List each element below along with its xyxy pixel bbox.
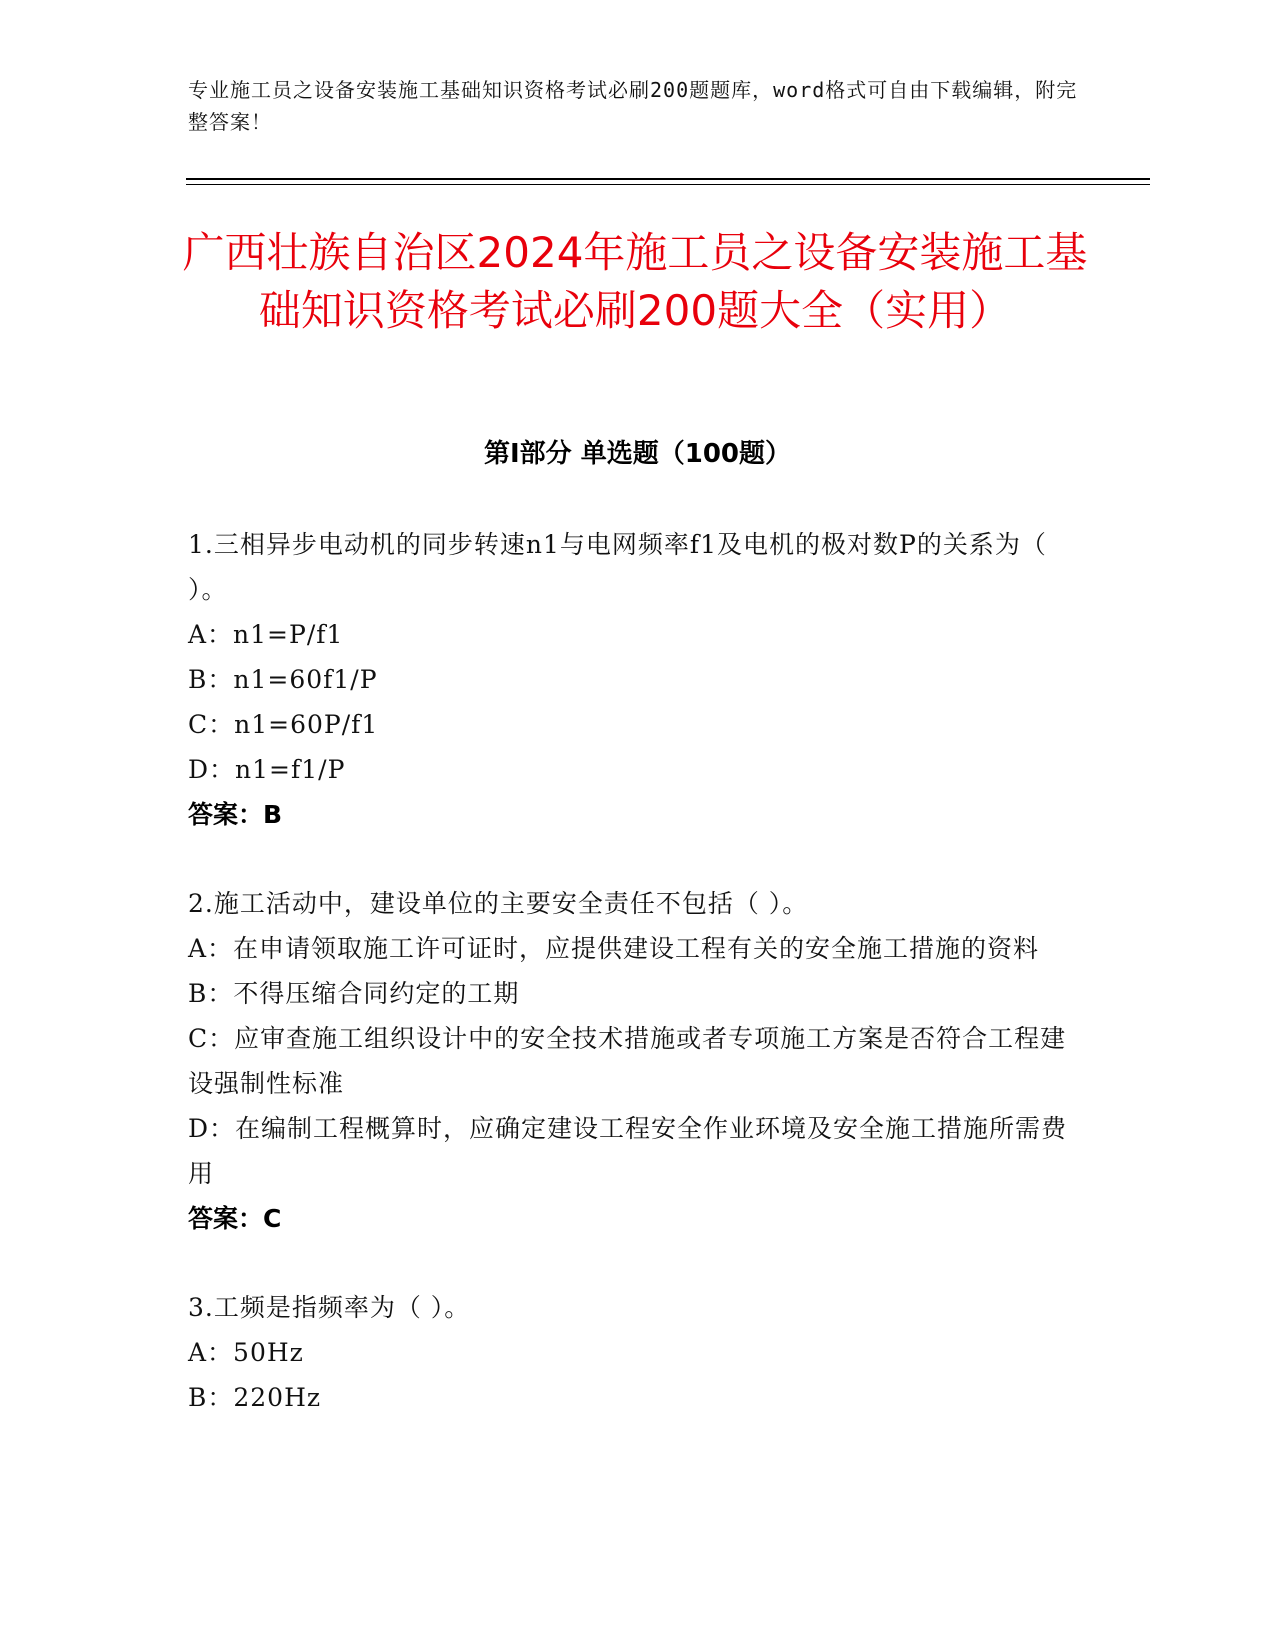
answer: 答案：B xyxy=(188,800,283,829)
option-b: B：220Hz xyxy=(188,1383,322,1412)
option-a: A：n1=P/f1 xyxy=(188,620,344,649)
option-c: C：应审查施工组织设计中的安全技术措施或者专项施工方案是否符合工程建设强制性标准 xyxy=(188,1024,1067,1098)
question-stem: 2.施工活动中，建设单位的主要安全责任不包括（ ）。 xyxy=(188,889,809,918)
option-a: A：在申请领取施工许可证时，应提供建设工程有关的安全施工措施的资料 xyxy=(188,934,1040,963)
answer: 答案：C xyxy=(188,1204,282,1233)
option-a: A：50Hz xyxy=(188,1338,304,1367)
question-2 xyxy=(188,881,1068,1241)
question-list xyxy=(188,522,1068,1464)
option-d: D：n1=f1/P xyxy=(188,755,346,784)
question-1 xyxy=(188,522,1068,837)
option-c: C：n1=60P/f1 xyxy=(188,710,379,739)
option-b: B：n1=60f1/P xyxy=(188,665,378,694)
header-rule-thick xyxy=(186,178,1150,180)
document-title: 广西壮族自治区2024年施工员之设备安装施工基础知识资格考试必刷200题大全（实用） xyxy=(182,228,1088,335)
header-rule-thin xyxy=(186,184,1150,185)
option-d: D：在编制工程概算时，应确定建设工程安全作业环境及安全施工措施所需费用 xyxy=(188,1114,1068,1188)
question-stem: 3.工频是指频率为（ ）。 xyxy=(188,1293,471,1322)
question-stem: 1.三相异步电动机的同步转速n1与电网频率f1及电机的极对数P的关系为（ ）。 xyxy=(188,530,1047,604)
section-title: 第Ⅰ部分 单选题（100题） xyxy=(484,439,791,469)
option-b: B：不得压缩合同约定的工期 xyxy=(188,979,520,1008)
question-3 xyxy=(188,1285,1068,1420)
header-note: 专业施工员之设备安装施工基础知识资格考试必刷200题题库，word格式可自由下载编辑，附完整答案！ xyxy=(188,78,1078,134)
